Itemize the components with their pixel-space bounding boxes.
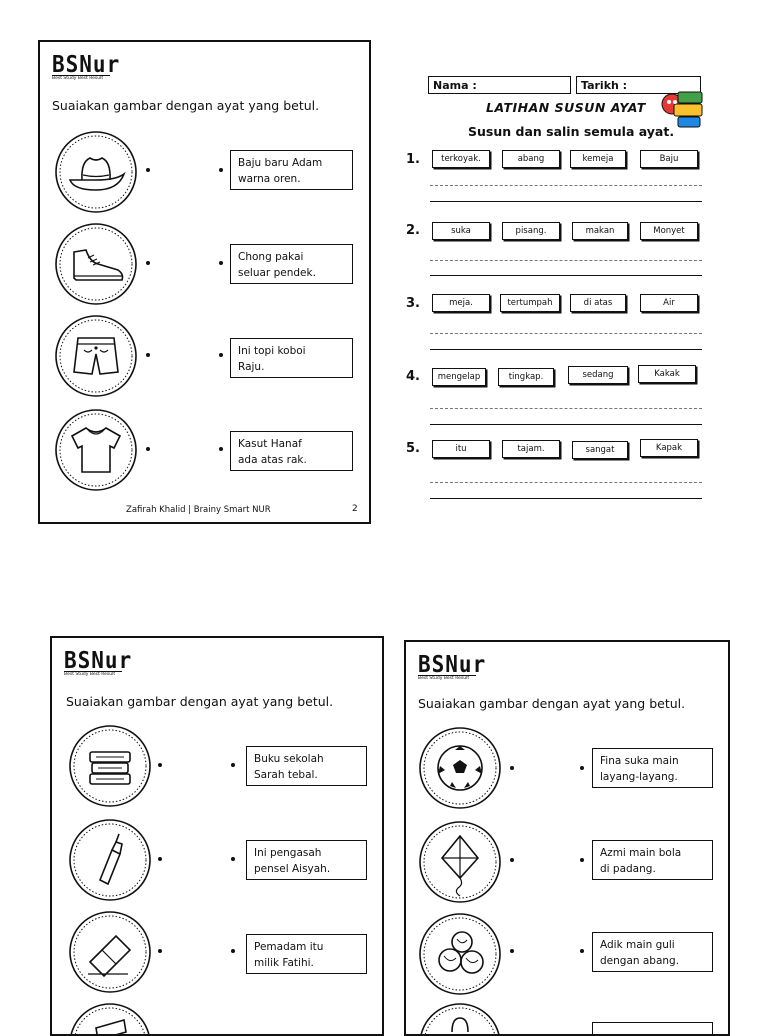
sentence-box[interactable]: Pemadam itu milik Fatihi. (246, 934, 367, 974)
word-card[interactable]: sangat (572, 441, 628, 459)
word-card[interactable]: sedang (568, 366, 628, 384)
right-dot[interactable] (219, 168, 223, 172)
right-dot[interactable] (231, 949, 235, 953)
writing-line[interactable] (430, 275, 702, 276)
glue-bottle-icon (68, 818, 152, 902)
left-dot[interactable] (510, 858, 514, 862)
right-dot[interactable] (219, 447, 223, 451)
word-card[interactable]: meja. (432, 294, 490, 312)
bag-icon (68, 1002, 152, 1036)
left-dot[interactable] (158, 949, 162, 953)
shorts-icon (54, 314, 138, 398)
left-dot[interactable] (146, 261, 150, 265)
writing-line[interactable] (430, 482, 702, 483)
left-dot[interactable] (146, 447, 150, 451)
footer-credit: Zafirah Khalid | Brainy Smart NUR (126, 505, 271, 515)
logo-tagline: Best Study Best Result (418, 676, 470, 681)
nama-label: Nama : (433, 79, 477, 92)
kite-icon (418, 820, 502, 904)
sneaker-icon (54, 222, 138, 306)
word-card[interactable]: Air (640, 294, 698, 312)
question-number: 4. (406, 369, 420, 384)
bsnur-logo (418, 652, 486, 682)
word-card[interactable]: Baju (640, 150, 698, 168)
writing-line[interactable] (430, 424, 702, 425)
left-dot[interactable] (146, 353, 150, 357)
sentence-box[interactable]: Fina suka main layang-layang. (592, 748, 713, 788)
nama-field[interactable] (428, 76, 571, 94)
writing-line[interactable] (430, 185, 702, 186)
word-card[interactable]: itu (432, 440, 490, 458)
toy-icon (418, 1002, 502, 1036)
right-dot[interactable] (219, 261, 223, 265)
word-card[interactable]: Monyet (640, 222, 698, 240)
marbles-icon (418, 912, 502, 996)
worksheet-susun-ayat (404, 72, 716, 512)
worksheet-page-match-school-items (50, 636, 384, 1036)
right-dot[interactable] (231, 857, 235, 861)
eraser-icon (68, 910, 152, 994)
right-dot[interactable] (580, 766, 584, 770)
left-dot[interactable] (158, 763, 162, 767)
writing-line[interactable] (430, 260, 702, 261)
word-card[interactable]: Kakak (638, 365, 696, 383)
books-icon (68, 724, 152, 808)
left-dot[interactable] (510, 949, 514, 953)
worksheet-title: LATIHAN SUSUN AYAT (486, 100, 646, 115)
sentence-box[interactable]: Buku sekolah Sarah tebal. (246, 746, 367, 786)
word-card[interactable]: tingkap. (498, 368, 554, 386)
question-number: 1. (406, 152, 420, 167)
sentence-box[interactable]: Azmi main bola di padang. (592, 840, 713, 880)
instruction-text: Suaiakan gambar dengan ayat yang betul. (66, 694, 334, 709)
writing-line[interactable] (430, 333, 702, 334)
word-card[interactable]: Kapak (640, 439, 698, 457)
worksheet-page-match-toys (404, 640, 730, 1036)
instruction-text: Suaiakan gambar dengan ayat yang betul. (418, 696, 686, 711)
question-number: 3. (406, 296, 420, 311)
writing-line[interactable] (430, 201, 702, 202)
question-number: 5. (406, 441, 420, 456)
left-dot[interactable] (158, 857, 162, 861)
sentence-box[interactable]: Chong pakai seluar pendek. (230, 244, 353, 284)
word-card[interactable]: kemeja (570, 150, 626, 168)
sentence-box[interactable]: Adik main guli dengan abang. (592, 932, 713, 972)
bsnur-logo (64, 648, 132, 678)
worksheet-subtitle: Susun dan salin semula ayat. (468, 124, 675, 139)
writing-line[interactable] (430, 349, 702, 350)
word-card[interactable]: di atas (570, 294, 626, 312)
writing-line[interactable] (430, 408, 702, 409)
left-dot[interactable] (146, 168, 150, 172)
tarikh-label: Tarikh : (581, 79, 628, 92)
writing-line[interactable] (430, 498, 702, 499)
logo-text: BSNur (418, 650, 487, 678)
worksheet-page-match-clothes (38, 40, 371, 524)
football-icon (418, 726, 502, 810)
logo-tagline: Best Study Best Result (52, 76, 104, 81)
sentence-box[interactable] (592, 1022, 713, 1036)
sentence-box[interactable]: Kasut Hanaf ada atas rak. (230, 431, 353, 471)
right-dot[interactable] (231, 763, 235, 767)
right-dot[interactable] (580, 949, 584, 953)
logo-text: BSNur (52, 50, 121, 78)
instruction-text: Suaiakan gambar dengan ayat yang betul. (52, 98, 320, 113)
word-card[interactable]: mengelap (432, 368, 486, 386)
word-card[interactable]: terkoyak. (432, 150, 490, 168)
sentence-box[interactable]: Baju baru Adam warna oren. (230, 150, 353, 190)
word-card[interactable]: makan (572, 222, 628, 240)
word-card[interactable]: abang (502, 150, 560, 168)
word-card[interactable]: tertumpah (500, 294, 560, 312)
question-number: 2. (406, 223, 420, 238)
left-dot[interactable] (510, 766, 514, 770)
logo-tagline: Best Study Best Result (64, 672, 116, 677)
word-card[interactable]: pisang. (502, 222, 560, 240)
sentence-box[interactable]: Ini pengasah pensel Aisyah. (246, 840, 367, 880)
word-card[interactable]: tajam. (502, 440, 560, 458)
right-dot[interactable] (219, 353, 223, 357)
t-shirt-icon (54, 408, 138, 492)
bsnur-logo (52, 52, 120, 82)
right-dot[interactable] (580, 858, 584, 862)
word-card[interactable]: suka (432, 222, 490, 240)
sentence-box[interactable]: Ini topi koboi Raju. (230, 338, 353, 378)
logo-text: BSNur (64, 646, 133, 674)
cowboy-hat-icon (54, 130, 138, 214)
page-number: 2 (352, 504, 358, 514)
